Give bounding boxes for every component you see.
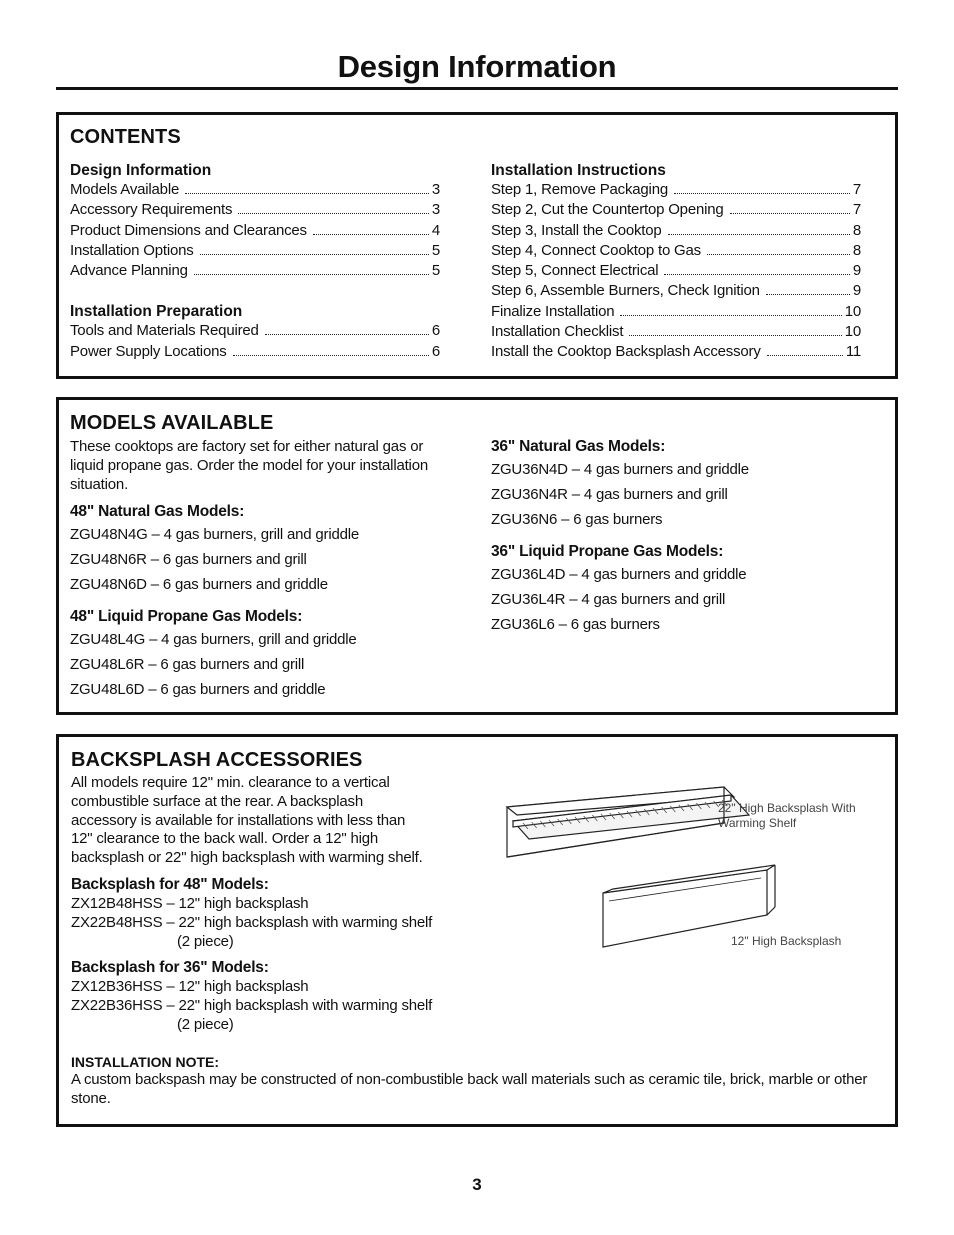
model-item: ZGU48L6D – 6 gas burners and griddle bbox=[70, 681, 326, 698]
model-item: ZGU36L4R – 4 gas burners and grill bbox=[491, 591, 726, 608]
intro-line: combustible surface at the rear. A backsplash bbox=[71, 792, 364, 810]
toc-section-heading: Design Information bbox=[70, 162, 212, 179]
toc-entry[interactable] bbox=[491, 201, 861, 221]
model-item: ZGU48L4G – 4 gas burners, grill and griddle bbox=[70, 631, 357, 648]
toc-right-column bbox=[491, 161, 861, 364]
models-left-groups bbox=[70, 502, 440, 702]
toc-leader-dots bbox=[265, 334, 429, 335]
backsplash-accessories-box bbox=[56, 734, 898, 1127]
models-left-column bbox=[70, 437, 440, 702]
caption-12-backsplash: 12" High Backsplash bbox=[731, 934, 842, 948]
toc-entry-label: Step 6, Assemble Burners, Check Ignition bbox=[491, 282, 760, 300]
toc-entry[interactable] bbox=[491, 181, 861, 201]
installation-note bbox=[71, 1054, 886, 1109]
toc-entry-label: Step 4, Connect Cooktop to Gas bbox=[491, 241, 701, 259]
toc-entry-page: 11 bbox=[845, 343, 861, 361]
model-item: ZGU36N6 – 6 gas burners bbox=[491, 511, 663, 528]
toc-entry[interactable] bbox=[491, 222, 861, 242]
models-right-groups bbox=[491, 437, 871, 637]
toc-leader-dots bbox=[233, 355, 429, 356]
backsplash-36-line: ZX22B36HSS – 22" high backsplash with warming shelf bbox=[71, 997, 433, 1015]
toc-entry-page: 10 bbox=[844, 302, 861, 320]
toc-entry-page: 5 bbox=[431, 262, 440, 280]
toc-entry-label: Product Dimensions and Clearances bbox=[70, 221, 307, 239]
models-heading: MODELS AVAILABLE bbox=[70, 412, 274, 434]
model-item: ZGU36L4D – 4 gas burners and griddle bbox=[491, 566, 747, 583]
toc-entry[interactable] bbox=[70, 242, 440, 262]
toc-entry-page: 5 bbox=[431, 241, 440, 259]
toc-entry[interactable] bbox=[70, 322, 440, 342]
page-number: 3 bbox=[472, 1175, 482, 1194]
toc-entry-page: 9 bbox=[852, 282, 861, 300]
toc-entry[interactable] bbox=[70, 181, 440, 201]
toc-entry-page: 7 bbox=[852, 181, 861, 198]
toc-entry-label: Installation Options bbox=[70, 241, 194, 259]
toc-section-heading: Installation Instructions bbox=[491, 162, 666, 179]
caption-22-line2: Warming Shelf bbox=[718, 816, 797, 830]
toc-entry-page: 9 bbox=[852, 262, 861, 280]
toc-entry-page: 6 bbox=[431, 322, 440, 340]
toc-entry-label: Models Available bbox=[70, 181, 180, 198]
toc-leader-dots bbox=[767, 355, 843, 356]
backsplash-illustration bbox=[499, 767, 799, 957]
toc-entry-page: 3 bbox=[431, 201, 440, 219]
model-item: ZGU48L6R – 6 gas burners and grill bbox=[70, 656, 305, 673]
toc-entry-label: Tools and Materials Required bbox=[70, 322, 259, 340]
contents-box bbox=[56, 112, 898, 379]
backsplash-36-heading: Backsplash for 36" Models: bbox=[71, 959, 269, 977]
backsplash-36-line: ZX12B36HSS – 12" high backsplash bbox=[71, 978, 309, 996]
toc-entry-label: Step 1, Remove Packaging bbox=[491, 181, 668, 198]
installation-note-text: A custom backspash may be constructed of non-combustible back wall materials such as ceramic tile, brick, marble or other stone. bbox=[71, 1071, 868, 1107]
toc-entry-label: Installation Checklist bbox=[491, 323, 624, 341]
contents-heading: CONTENTS bbox=[70, 126, 181, 148]
backsplash-22-drawing bbox=[507, 787, 749, 857]
toc-entry-page: 8 bbox=[852, 221, 861, 239]
toc-entry[interactable] bbox=[491, 343, 861, 363]
page-title: Design Information bbox=[56, 48, 898, 90]
caption-22-backsplash bbox=[718, 801, 856, 831]
intro-line: backsplash or 22" high backsplash with warming shelf. bbox=[71, 849, 423, 867]
toc-entry[interactable] bbox=[70, 262, 440, 282]
toc-entry-label: Install the Cooktop Backsplash Accessory bbox=[491, 343, 761, 361]
toc-entry-label: Step 5, Connect Electrical bbox=[491, 262, 659, 280]
toc-leader-dots bbox=[674, 193, 850, 194]
toc-entry-label: Finalize Installation bbox=[491, 302, 615, 320]
model-group-heading: 36" Liquid Propane Gas Models: bbox=[491, 543, 724, 560]
model-group-heading: 48" Natural Gas Models: bbox=[70, 503, 245, 520]
toc-leader-dots bbox=[664, 274, 849, 275]
toc-entry[interactable] bbox=[70, 222, 440, 242]
backsplash-48-line: ZX12B48HSS – 12" high backsplash bbox=[71, 894, 309, 912]
toc-entry[interactable] bbox=[491, 303, 861, 323]
toc-leader-dots bbox=[313, 234, 429, 235]
toc-entry[interactable] bbox=[491, 262, 861, 282]
toc-leader-dots bbox=[730, 213, 850, 214]
toc-leader-dots bbox=[668, 234, 850, 235]
model-item: ZGU36L6 – 6 gas burners bbox=[491, 616, 660, 633]
model-group-heading: 36" Natural Gas Models: bbox=[491, 438, 666, 455]
toc-entry-page: 7 bbox=[852, 201, 861, 219]
toc-entry[interactable] bbox=[491, 323, 861, 343]
toc-leader-dots bbox=[200, 254, 429, 255]
model-group-heading: 48" Liquid Propane Gas Models: bbox=[70, 608, 303, 625]
backsplash-heading: BACKSPLASH ACCESSORIES bbox=[71, 749, 363, 771]
toc-entry-page: 6 bbox=[431, 342, 440, 360]
installation-note-heading: INSTALLATION NOTE: bbox=[71, 1054, 220, 1070]
backsplash-36-line: (2 piece) bbox=[177, 1015, 234, 1033]
toc-entry-page: 3 bbox=[431, 181, 440, 198]
toc-entry[interactable] bbox=[491, 242, 861, 262]
toc-leader-dots bbox=[629, 335, 841, 336]
toc-left-column bbox=[70, 161, 440, 363]
toc-entry-label: Step 3, Install the Cooktop bbox=[491, 221, 662, 239]
toc-section-heading: Installation Preparation bbox=[70, 303, 243, 321]
model-item: ZGU48N6D – 6 gas burners and griddle bbox=[70, 576, 328, 593]
models-intro: These cooktops are factory set for either natural gas or liquid propane gas. Order the model for your installation situation. bbox=[70, 438, 428, 493]
toc-entry-label: Step 2, Cut the Countertop Opening bbox=[491, 201, 724, 219]
toc-entry[interactable] bbox=[70, 343, 440, 363]
model-item: ZGU36N4D – 4 gas burners and griddle bbox=[491, 461, 749, 478]
toc-entry-label: Power Supply Locations bbox=[70, 342, 227, 360]
model-item: ZGU48N6R – 6 gas burners and grill bbox=[70, 551, 307, 568]
model-item: ZGU36N4R – 4 gas burners and grill bbox=[491, 486, 728, 503]
backsplash-48-line: (2 piece) bbox=[177, 932, 234, 950]
intro-line: accessory is available for installations with less than bbox=[71, 811, 406, 829]
toc-entry-label: Advance Planning bbox=[70, 262, 188, 280]
toc-leader-dots bbox=[194, 274, 429, 275]
toc-leader-dots bbox=[238, 213, 429, 214]
model-item: ZGU48N4G – 4 gas burners, grill and griddle bbox=[70, 526, 360, 543]
toc-leader-dots bbox=[620, 315, 841, 316]
toc-leader-dots bbox=[766, 294, 850, 295]
caption-22-line1: 22" High Backsplash With bbox=[718, 801, 856, 815]
backsplash-intro bbox=[71, 774, 471, 1035]
toc-leader-dots bbox=[707, 254, 850, 255]
intro-line: 12" clearance to the back wall. Order a 12" high bbox=[71, 830, 379, 848]
backsplash-48-heading: Backsplash for 48" Models: bbox=[71, 875, 269, 893]
toc-entry-page: 8 bbox=[852, 241, 861, 259]
models-right-column bbox=[491, 430, 871, 637]
toc-leader-dots bbox=[185, 193, 429, 194]
models-available-box bbox=[56, 397, 898, 715]
backsplash-48-line: ZX22B48HSS – 22" high backsplash with warming shelf bbox=[71, 913, 433, 931]
toc-entry-page: 10 bbox=[844, 323, 861, 341]
toc-entry[interactable] bbox=[70, 201, 440, 221]
toc-entry-label: Accessory Requirements bbox=[70, 201, 233, 219]
toc-entry-page: 4 bbox=[431, 221, 440, 239]
intro-line: All models require 12" min. clearance to a vertical bbox=[71, 774, 390, 791]
toc-entry[interactable] bbox=[491, 282, 861, 302]
